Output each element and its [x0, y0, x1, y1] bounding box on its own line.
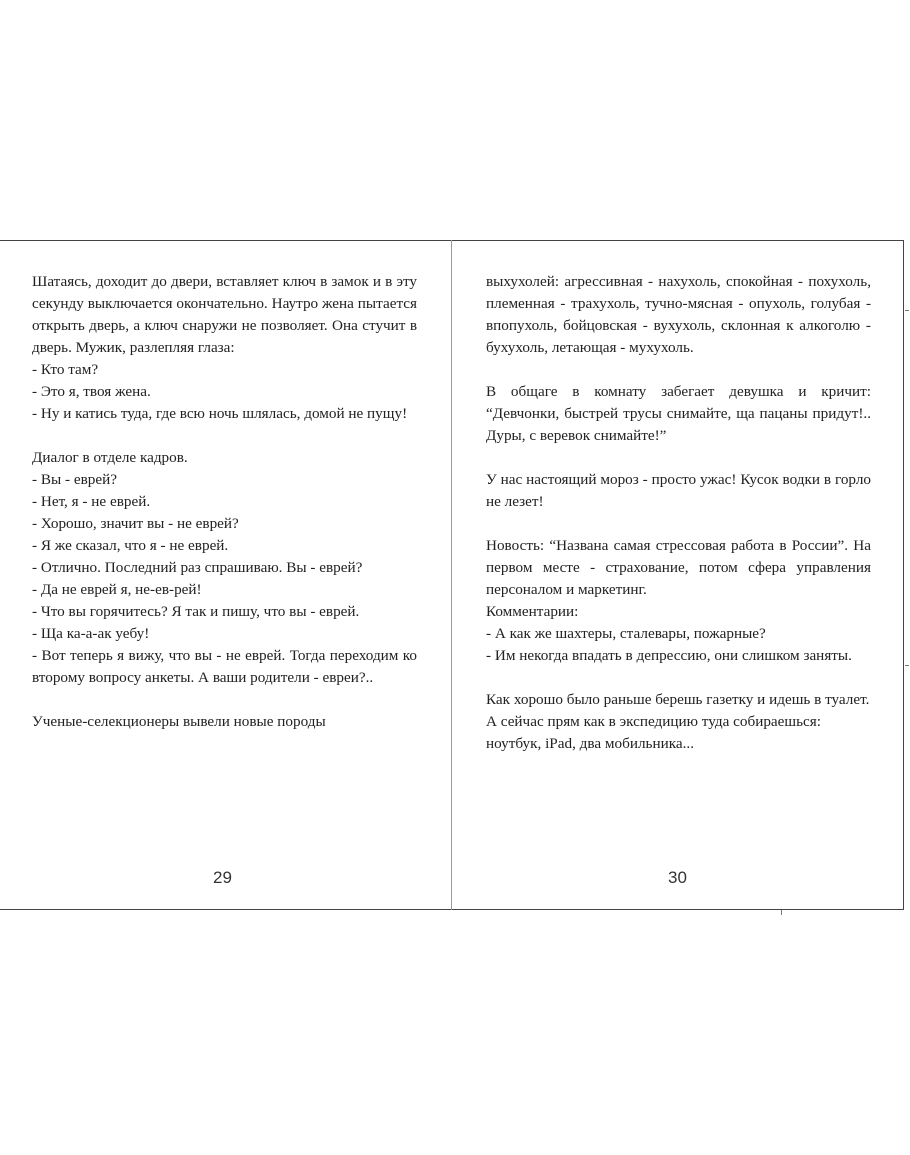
paragraph: - Да не еврей я, не-ев-рей!: [32, 581, 202, 598]
paragraph: Диалог в отделе кадров.: [32, 449, 188, 466]
paragraph-gap: [486, 513, 871, 535]
paragraph: Ученые-селекционеры вывели новые породы: [32, 713, 326, 730]
paragraph: выхухолей: агрессивная - нахухоль, спокойная - похухоль, племенная - трахухоль, тучно-мясная - опухоль, голубая - впопухоль, бойцовская - вухухоль, склонная к алкоголю - бухухоль, летающая - мухухоль.: [486, 273, 871, 356]
paragraph-gap: [486, 667, 871, 689]
page-divider: [451, 240, 452, 910]
margin-tick-1: [905, 310, 909, 311]
paragraph-gap: [32, 425, 417, 447]
paragraph: - Им некогда впадать в депрессию, они слишком заняты.: [486, 647, 852, 664]
page-number-right: 30: [668, 868, 687, 887]
paragraph-gap: [32, 689, 417, 711]
paragraph: В общаге в комнату забегает девушка и кричит: “Девчонки, быстрей трусы снимайте, ща пацаны придут!.. Дуры, с веревок снимайте!”: [486, 383, 871, 444]
paragraph: - Ща ка-а-ак уебу!: [32, 625, 150, 642]
paragraph: - А как же шахтеры, сталевары, пожарные?: [486, 625, 766, 642]
paragraph-gap: [486, 359, 871, 381]
paragraph: Новость: “Названа самая стрессовая работа в России”. На первом месте - страхование, потом сфера управления персоналом и маркетинг.: [486, 537, 871, 598]
paragraph: - Ну и катись туда, где всю ночь шлялась, домой не пущу!: [32, 405, 408, 422]
paragraph: - Нет, я - не еврей.: [32, 493, 151, 510]
paragraph: - Что вы горячитесь? Я так и пишу, что вы - еврей.: [32, 603, 360, 620]
paragraph: Как хорошо было раньше берешь газетку и идешь в туалет. А сейчас прям как в экспедицию туда собираешься: ноутбук, iPad, два мобильника...: [486, 691, 870, 752]
paragraph: - Вот теперь я вижу, что вы - не еврей. Тогда переходим ко второму вопросу анкеты. А ваши родители - евреи?..: [32, 647, 417, 686]
paragraph: Комментарии:: [486, 603, 579, 620]
left-page-text: [32, 271, 417, 733]
paragraph: - Отлично. Последний раз спрашиваю. Вы - еврей?: [32, 559, 363, 576]
paragraph: Шатаясь, доходит до двери, вставляет ключ в замок и в эту секунду выключается окончательно. Наутро жена пытается открыть дверь, а ключ снаружи не позволяет. Она стучит в дверь. Мужик, разлепляя глаза:: [32, 273, 417, 356]
paragraph-gap: [486, 447, 871, 469]
paragraph: - Кто там?: [32, 361, 99, 378]
paragraph: - Хорошо, значит вы - не еврей?: [32, 515, 239, 532]
paragraph: - Вы - еврей?: [32, 471, 117, 488]
paragraph: - Это я, твоя жена.: [32, 383, 151, 400]
paragraph: У нас настоящий мороз - просто ужас! Кусок водки в горло не лезет!: [486, 471, 871, 510]
margin-tick-2: [905, 665, 909, 666]
paragraph: - Я же сказал, что я - не еврей.: [32, 537, 229, 554]
margin-tick-3: [781, 910, 782, 915]
page-number-left: 29: [213, 868, 232, 887]
right-page-text: [486, 271, 871, 755]
